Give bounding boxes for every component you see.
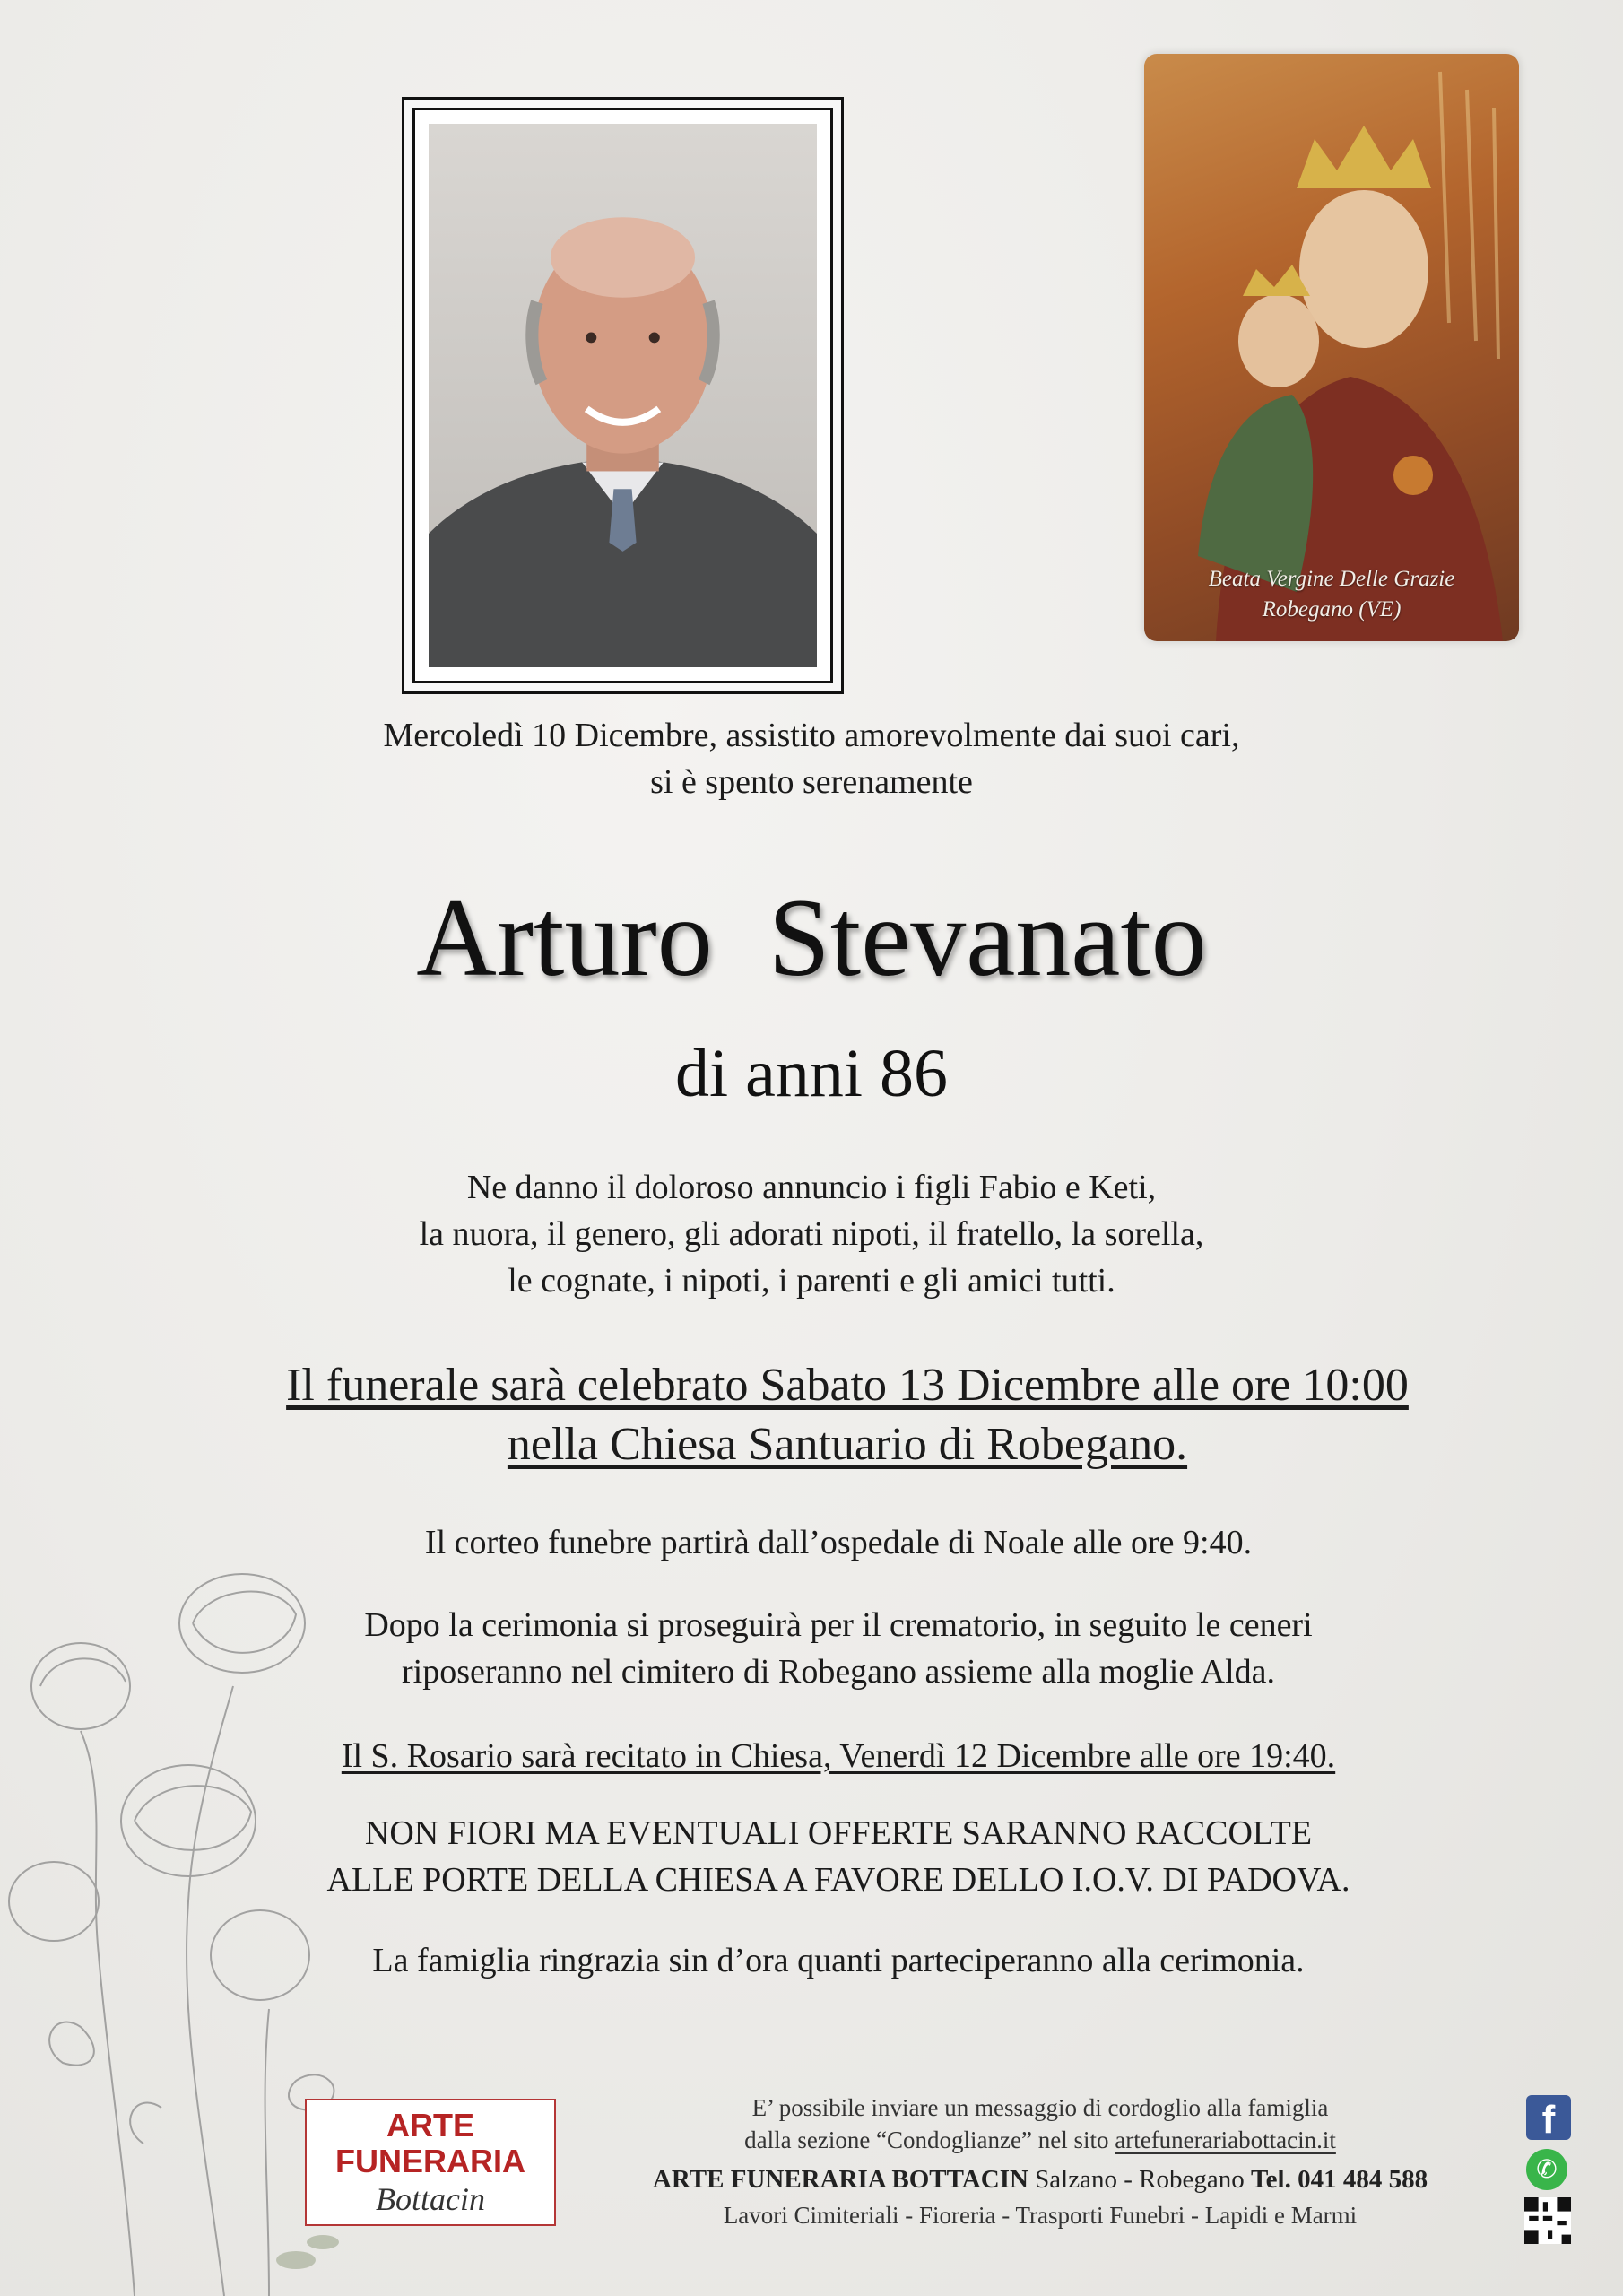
madonna-caption-line1: Beata Vergine Delle Grazie [1208,567,1455,591]
company-logo [305,2099,556,2226]
footer-company: ARTE FUNERARIA BOTTACIN [652,2165,1028,2194]
flowers-line1: NON FIORI MA EVENTUALI OFFERTE SARANNO RACCOLTE [364,1814,1313,1852]
website-link[interactable]: artefunerariabottacin.it [1115,2126,1336,2153]
portrait-figure [429,124,817,667]
procession-text: Il corteo funebre partirà dall’ospedale di Noale alle ore 9:40. [424,1524,1253,1561]
announcement-line3: le cognate, i nipoti, i parenti e gli amici tutti. [508,1262,1115,1300]
madonna-caption-line2: Robegano (VE) [1262,597,1402,622]
footer-line1: E’ possibile inviare un messaggio di cordoglio alla famiglia [751,2094,1329,2121]
footer-info [574,2092,1506,2231]
deceased-name: Arturo Stevanato [416,876,1207,999]
portrait-photo [429,124,817,667]
funeral-line2: nella Chiesa Santuario di Robegano. [507,1419,1188,1470]
qr-code-icon[interactable] [1524,2197,1571,2244]
madonna-image [1144,54,1519,641]
flowers-line2: ALLE PORTE DELLA CHIESA A FAVORE DELLO I.O.V. DI PADOVA. [326,1861,1350,1899]
logo-line2: FUNERARIA [335,2143,525,2179]
announcement-line2: la nuora, il genero, gli adorati nipoti, il fratello, la sorella, [419,1215,1204,1253]
footer-line3 [574,2163,1506,2196]
footer-services: Lavori Cimiteriali - Fioreria - Trasporti Funebri - Lapidi e Marmi [723,2202,1358,2229]
portrait-frame [402,97,844,694]
madonna-caption [1144,564,1519,625]
announcement-line1: Ne danno il doloroso annuncio i figli Fabio e Keti, [466,1169,1157,1206]
footer-line2 [574,2124,1506,2156]
rosary-text: Il S. Rosario sarà recitato in Chiesa, Venerdì 12 Dicembre alle ore 19:40. [341,1737,1336,1775]
footer-line2-prefix: dalla sezione “Condoglianze” nel sito [744,2126,1115,2153]
madonna-illustration [1144,54,1519,641]
portrait-inner-border [412,108,833,683]
facebook-icon[interactable]: f [1526,2095,1571,2140]
logo-line1: ARTE [386,2107,474,2144]
funeral-info [0,1356,1623,1474]
rosary-wrap [0,1733,1623,1779]
whatsapp-icon[interactable]: ✆ [1526,2149,1567,2190]
funeral-line1: Il funerale sarà celebrato Sabato 13 Dicembre alle ore 10:00 [286,1360,1409,1411]
after-ceremony-line2: riposeranno nel cimitero di Robegano assieme alla moglie Alda. [401,1653,1275,1691]
flowers-notice [0,1810,1623,1903]
after-ceremony-line1: Dopo la cerimonia si proseguirà per il crematorio, in seguito le ceneri [364,1606,1313,1644]
intro-line2: si è spento serenamente [650,763,973,801]
intro-text [0,712,1623,805]
footer-phone: Tel. 041 484 588 [1250,2165,1428,2194]
intro-line1: Mercoledì 10 Dicembre, assistito amorevolmente dai suoi cari, [383,717,1240,754]
after-ceremony [0,1602,1623,1695]
footer-locations: Salzano - Robegano [1028,2165,1251,2194]
logo-line3: Bottacin [376,2181,485,2217]
thanks-text: La famiglia ringrazia sin d’ora quanti parteciperanno alla cerimonia. [372,1942,1305,1979]
announcement [0,1164,1623,1304]
deceased-age: di anni 86 [675,1036,948,1111]
